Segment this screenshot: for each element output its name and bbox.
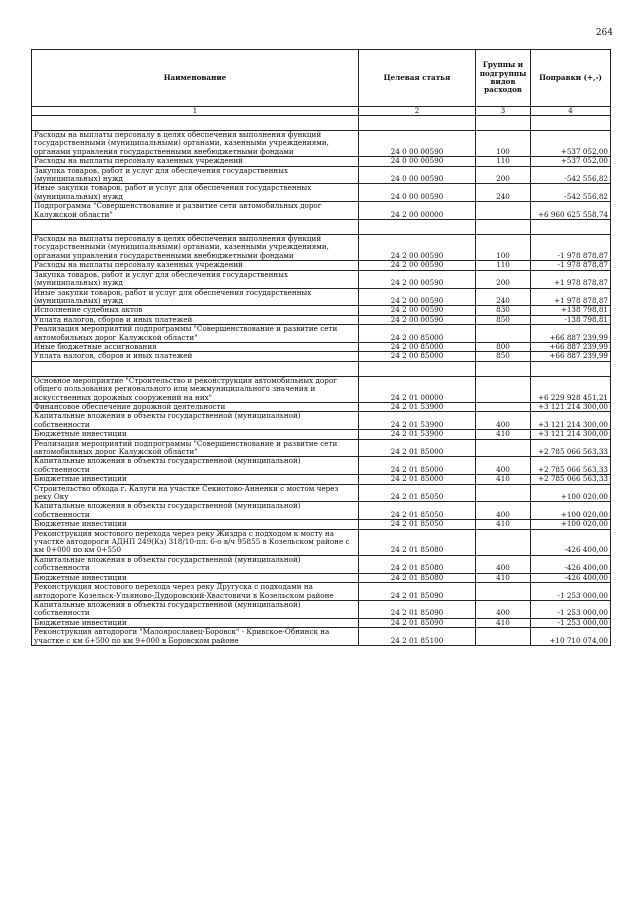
expense-group-code: 830 [476, 306, 531, 315]
amendment-amount: +537 052,00 [531, 131, 611, 157]
amendment-amount: -1 978 878,87 [531, 261, 611, 270]
column-number: 1 [32, 107, 359, 116]
item-name: Основное мероприятие "Строительство и реконструкция автомобильных дорог общего пользования регионального или межмуниципального значения и искусственных дорожных сооружений на них" [32, 376, 359, 402]
table-row [32, 618, 611, 627]
expense-group-code: 410 [476, 618, 531, 627]
target-article-code: 24 2 01 85080 [359, 555, 476, 573]
expense-group-code: 240 [476, 184, 531, 202]
table-row [32, 288, 611, 306]
target-article-code: 24 0 00 00590 [359, 166, 476, 184]
amendment-amount: +3 121 214 300,00 [531, 402, 611, 411]
item-name: Бюджетные инвестиции [32, 618, 359, 627]
column-number: 3 [476, 107, 531, 116]
target-article-code: 24 2 01 85050 [359, 502, 476, 520]
empty-cell [476, 220, 531, 235]
item-name: Реконструкция автодороги "Малоярославец-Боровск" - Кривское-Обнинск на участке с км 6+500 по км 9+000 в Боровском районе [32, 628, 359, 646]
table-row [32, 315, 611, 324]
amendment-amount: +2 785 066 563,33 [531, 475, 611, 484]
amendment-amount: -426 400,00 [531, 529, 611, 555]
item-name: Уплата налогов, сборов и иных платежей [32, 315, 359, 324]
amendment-amount: +6 229 928 451,21 [531, 376, 611, 402]
table-row [32, 235, 611, 261]
empty-cell [531, 361, 611, 376]
expense-group-code [476, 628, 531, 646]
target-article-code: 24 0 00 00590 [359, 131, 476, 157]
empty-cell [359, 220, 476, 235]
target-article-code: 24 2 01 85090 [359, 618, 476, 627]
amendment-amount: -542 556,82 [531, 184, 611, 202]
table-row [32, 502, 611, 520]
target-article-code: 24 2 01 53900 [359, 412, 476, 430]
empty-cell [476, 361, 531, 376]
target-article-code: 24 2 00 00590 [359, 306, 476, 315]
empty-cell [531, 220, 611, 235]
expense-group-code: 410 [476, 430, 531, 439]
spacer-row [32, 116, 611, 131]
table-row [32, 342, 611, 351]
page-number: 264 [595, 28, 613, 38]
header-name: Наименование [32, 50, 359, 107]
expense-group-code: 800 [476, 342, 531, 351]
amendment-amount: +100 020,00 [531, 520, 611, 529]
item-name: Реализация мероприятий подпрограммы "Совершенствование и развитие сети автомобильных дорог Калужской области" [32, 325, 359, 343]
expense-group-code: 240 [476, 288, 531, 306]
empty-cell [32, 220, 359, 235]
item-name: Бюджетные инвестиции [32, 475, 359, 484]
expense-group-code: 200 [476, 166, 531, 184]
amendment-amount: +66 887 239,99 [531, 325, 611, 343]
target-article-code: 24 2 00 00590 [359, 235, 476, 261]
item-name: Уплата налогов, сборов и иных платежей [32, 352, 359, 361]
target-article-code: 24 2 00 00000 [359, 202, 476, 220]
target-article-code: 24 2 00 00590 [359, 288, 476, 306]
amendment-amount: +537 052,00 [531, 157, 611, 166]
amendment-amount: +6 960 625 558,74 [531, 202, 611, 220]
item-name: Реализация мероприятий подпрограммы "Совершенствование и развитие сети автомобильных дорог Калужской области" [32, 439, 359, 457]
amendment-amount: +10 710 074,00 [531, 628, 611, 646]
amendment-amount: +138 798,81 [531, 306, 611, 315]
expense-group-code: 400 [476, 457, 531, 475]
table-row [32, 166, 611, 184]
amendment-amount: -426 400,00 [531, 555, 611, 573]
spacer-row [32, 361, 611, 376]
expense-group-code: 400 [476, 412, 531, 430]
item-name: Капитальные вложения в объекты государственной (муниципальной) собственности [32, 502, 359, 520]
target-article-code: 24 0 00 00590 [359, 184, 476, 202]
table-row [32, 529, 611, 555]
target-article-code: 24 2 00 85000 [359, 352, 476, 361]
empty-cell [531, 116, 611, 131]
expense-group-code: 850 [476, 315, 531, 324]
table-row [32, 555, 611, 573]
table-row [32, 484, 611, 502]
amendment-amount: +3 121 214 300,00 [531, 412, 611, 430]
expense-group-code: 410 [476, 520, 531, 529]
empty-cell [476, 116, 531, 131]
item-name: Расходы на выплаты персоналу казенных учреждений [32, 157, 359, 166]
table-row [32, 457, 611, 475]
table-row [32, 600, 611, 618]
item-name: Бюджетные инвестиции [32, 573, 359, 582]
item-name: Подпрограмма "Совершенствование и развитие сети автомобильных дорог Калужской области" [32, 202, 359, 220]
item-name: Бюджетные инвестиции [32, 520, 359, 529]
expense-group-code: 850 [476, 352, 531, 361]
item-name: Бюджетные инвестиции [32, 430, 359, 439]
target-article-code: 24 2 01 85000 [359, 457, 476, 475]
expense-group-code: 100 [476, 235, 531, 261]
expense-group-code [476, 376, 531, 402]
empty-cell [359, 361, 476, 376]
target-article-code: 24 0 00 00590 [359, 157, 476, 166]
amendment-amount: -426 400,00 [531, 573, 611, 582]
amendment-amount: -542 556,82 [531, 166, 611, 184]
item-name: Капитальные вложения в объекты государственной (муниципальной) собственности [32, 600, 359, 618]
expense-group-code [476, 529, 531, 555]
target-article-code: 24 2 01 85080 [359, 529, 476, 555]
item-name: Реконструкция мостового перехода через реку Другуска с подходами на автодороге Козельск-Ульяново-Дудоровский-Хвастовичи в Козельском районе [32, 583, 359, 601]
table-row [32, 439, 611, 457]
amendment-amount: +100 020,00 [531, 484, 611, 502]
table-row [32, 131, 611, 157]
amendment-amount: -1 978 878,87 [531, 235, 611, 261]
table-row [32, 270, 611, 288]
target-article-code: 24 2 00 85000 [359, 342, 476, 351]
table-row [32, 583, 611, 601]
expense-group-code [476, 484, 531, 502]
item-name: Иные закупки товаров, работ и услуг для обеспечения государственных (муниципальных) нужд [32, 288, 359, 306]
expense-group-code: 400 [476, 600, 531, 618]
item-name: Капитальные вложения в объекты государственной (муниципальной) собственности [32, 457, 359, 475]
table-row [32, 475, 611, 484]
empty-cell [359, 116, 476, 131]
target-article-code: 24 2 01 85000 [359, 439, 476, 457]
expense-group-code: 200 [476, 270, 531, 288]
amendment-amount: -138 798,81 [531, 315, 611, 324]
table-row [32, 325, 611, 343]
expense-group-code: 100 [476, 131, 531, 157]
target-article-code: 24 2 01 85090 [359, 583, 476, 601]
expense-group-code [476, 402, 531, 411]
target-article-code: 24 2 01 85090 [359, 600, 476, 618]
amendment-amount: +66 887 239,99 [531, 342, 611, 351]
table-row [32, 412, 611, 430]
spacer-row [32, 220, 611, 235]
column-number: 4 [531, 107, 611, 116]
item-name: Расходы на выплаты персоналу в целях обеспечения выполнения функций государственными (муниципальными) органами, казенными учреждениями, органами управления государственными внебюджетными фондами [32, 235, 359, 261]
table-row [32, 352, 611, 361]
table-row [32, 628, 611, 646]
table-row [32, 306, 611, 315]
item-name: Реконструкция мостового перехода через реку Жиздра с подходом к мосту на участке автодороги АДНП 249(Кз) 318/10-пл. 6-о в/ч 95855 в Козельском районе с км 0+000 по км 0+550 [32, 529, 359, 555]
empty-cell [32, 361, 359, 376]
table-row [32, 430, 611, 439]
amendment-amount: -1 253 000,00 [531, 618, 611, 627]
target-article-code: 24 2 01 85000 [359, 475, 476, 484]
table-row [32, 402, 611, 411]
item-name: Капитальные вложения в объекты государственной (муниципальной) собственности [32, 555, 359, 573]
column-number: 2 [359, 107, 476, 116]
target-article-code: 24 2 01 85080 [359, 573, 476, 582]
target-article-code: 24 2 01 85050 [359, 484, 476, 502]
header-target-article: Целевая статья [359, 50, 476, 107]
table-row [32, 261, 611, 270]
item-name: Капитальные вложения в объекты государственной (муниципальной) собственности [32, 412, 359, 430]
amendment-amount: +100 020,00 [531, 502, 611, 520]
target-article-code: 24 2 01 00000 [359, 376, 476, 402]
amendment-amount: -1 253 000,00 [531, 583, 611, 601]
target-article-code: 24 2 00 85000 [359, 325, 476, 343]
item-name: Исполнение судебных актов [32, 306, 359, 315]
expense-group-code: 400 [476, 502, 531, 520]
table-row [32, 202, 611, 220]
table-row [32, 184, 611, 202]
expense-group-code [476, 439, 531, 457]
amendment-amount: -1 253 000,00 [531, 600, 611, 618]
header-expense-group: Группы и подгруппы видов расходов [476, 50, 531, 107]
amendment-amount: +66 887 239,99 [531, 352, 611, 361]
target-article-code: 24 2 01 53900 [359, 402, 476, 411]
expense-group-code: 110 [476, 261, 531, 270]
expense-group-code [476, 202, 531, 220]
amendment-amount: +3 121 214 300,00 [531, 430, 611, 439]
expense-group-code: 400 [476, 555, 531, 573]
item-name: Иные бюджетные ассигнования [32, 342, 359, 351]
target-article-code: 24 2 00 00590 [359, 315, 476, 324]
header-amendments: Поправки (+,-) [531, 50, 611, 107]
amendment-amount: +2 785 066 563,33 [531, 457, 611, 475]
empty-cell [32, 116, 359, 131]
item-name: Расходы на выплаты персоналу в целях обеспечения выполнения функций государственными (муниципальными) органами, казенными учреждениями, органами управления государственными внебюджетными фондами [32, 131, 359, 157]
target-article-code: 24 2 00 00590 [359, 261, 476, 270]
table-row [32, 520, 611, 529]
target-article-code: 24 2 01 85100 [359, 628, 476, 646]
item-name: Закупка товаров, работ и услуг для обеспечения государственных (муниципальных) нужд [32, 166, 359, 184]
amendment-amount: +1 978 878,87 [531, 288, 611, 306]
item-name: Расходы на выплаты персоналу казенных учреждений [32, 261, 359, 270]
amendment-amount: +1 978 878,87 [531, 270, 611, 288]
budget-amendments-table [31, 49, 611, 646]
expense-group-code [476, 325, 531, 343]
table-row [32, 376, 611, 402]
item-name: Иные закупки товаров, работ и услуг для обеспечения государственных (муниципальных) нужд [32, 184, 359, 202]
target-article-code: 24 2 01 53900 [359, 430, 476, 439]
expense-group-code: 410 [476, 475, 531, 484]
table-row [32, 573, 611, 582]
expense-group-code [476, 583, 531, 601]
table-row [32, 157, 611, 166]
expense-group-code: 410 [476, 573, 531, 582]
table-body [32, 116, 611, 646]
target-article-code: 24 2 01 85050 [359, 520, 476, 529]
item-name: Финансовое обеспечение дорожной деятельности [32, 402, 359, 411]
item-name: Строительство обхода г. Калуги на участке Секиотово-Анненки с мостом через реку Оку [32, 484, 359, 502]
expense-group-code: 110 [476, 157, 531, 166]
target-article-code: 24 2 00 00590 [359, 270, 476, 288]
item-name: Закупка товаров, работ и услуг для обеспечения государственных (муниципальных) нужд [32, 270, 359, 288]
amendment-amount: +2 785 066 563,33 [531, 439, 611, 457]
